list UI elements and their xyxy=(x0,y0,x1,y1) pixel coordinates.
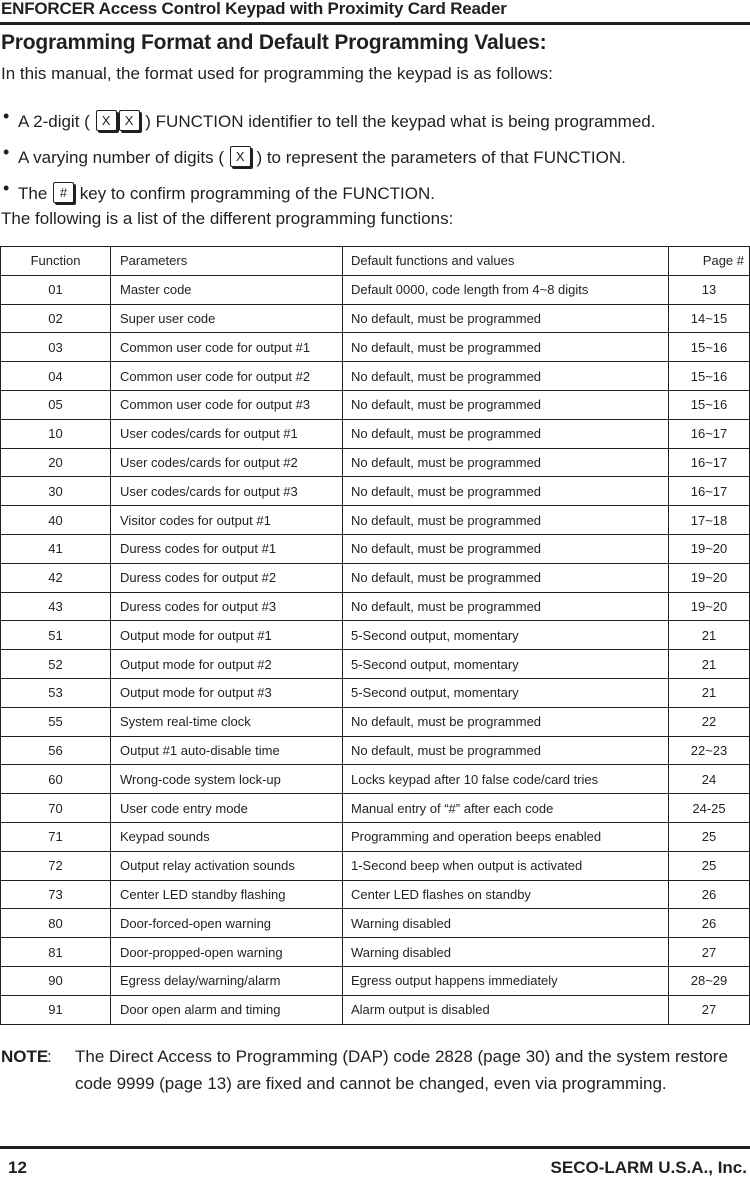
format-bullet-list xyxy=(0,104,655,212)
cell-page: 14~15 xyxy=(669,304,750,333)
cell-function: 56 xyxy=(1,736,111,765)
header-rule xyxy=(0,22,750,25)
cell-parameters: Output relay activation sounds xyxy=(111,851,343,880)
cell-parameters: Master code xyxy=(111,275,343,304)
cell-page: 16~17 xyxy=(669,477,750,506)
cell-parameters: Keypad sounds xyxy=(111,822,343,851)
cell-function: 70 xyxy=(1,794,111,823)
table-row xyxy=(1,707,750,736)
table-row xyxy=(1,506,750,535)
cell-defaults: Manual entry of “#” after each code xyxy=(343,794,669,823)
bullet-text-after: ) FUNCTION identifier to tell the keypad what is being programmed. xyxy=(140,112,656,131)
cell-function: 81 xyxy=(1,938,111,967)
list-intro-paragraph: The following is a list of the different programming functions: xyxy=(1,209,454,228)
cell-page: 15~16 xyxy=(669,362,750,391)
cell-parameters: Output mode for output #2 xyxy=(111,650,343,679)
table-row xyxy=(1,362,750,391)
cell-page: 16~17 xyxy=(669,448,750,477)
keypad-key-icon: X xyxy=(230,146,251,167)
cell-function: 20 xyxy=(1,448,111,477)
cell-page: 25 xyxy=(669,822,750,851)
cell-function: 71 xyxy=(1,822,111,851)
cell-parameters: User code entry mode xyxy=(111,794,343,823)
cell-defaults: 5-Second output, momentary xyxy=(343,621,669,650)
table-row xyxy=(1,880,750,909)
cell-page: 19~20 xyxy=(669,592,750,621)
table-row xyxy=(1,419,750,448)
cell-function: 53 xyxy=(1,678,111,707)
cell-defaults: No default, must be programmed xyxy=(343,448,669,477)
cell-defaults: 5-Second output, momentary xyxy=(343,650,669,679)
cell-defaults: No default, must be programmed xyxy=(343,390,669,419)
intro-paragraph: In this manual, the format used for programming the keypad is as follows: xyxy=(1,64,553,83)
cell-defaults: No default, must be programmed xyxy=(343,707,669,736)
section-title: Programming Format and Default Programming Values: xyxy=(1,31,547,54)
cell-defaults: Warning disabled xyxy=(343,909,669,938)
cell-parameters: Door-propped-open warning xyxy=(111,938,343,967)
keypad-key-icon: X xyxy=(119,110,140,131)
cell-defaults: 1-Second beep when output is activated xyxy=(343,851,669,880)
cell-defaults: No default, must be programmed xyxy=(343,477,669,506)
table-row xyxy=(1,592,750,621)
cell-page: 27 xyxy=(669,995,750,1024)
cell-page: 24-25 xyxy=(669,794,750,823)
cell-page: 13 xyxy=(669,275,750,304)
bullet-item xyxy=(0,104,655,140)
bullet-text-before: The xyxy=(18,184,53,203)
footer-rule xyxy=(0,1146,750,1149)
cell-defaults: Programming and operation beeps enabled xyxy=(343,822,669,851)
cell-parameters: Visitor codes for output #1 xyxy=(111,506,343,535)
cell-page: 15~16 xyxy=(669,390,750,419)
cell-defaults: No default, must be programmed xyxy=(343,563,669,592)
cell-function: 41 xyxy=(1,534,111,563)
table-row xyxy=(1,938,750,967)
cell-page: 17~18 xyxy=(669,506,750,535)
bullet-dot-icon: • xyxy=(3,178,10,198)
table-row xyxy=(1,621,750,650)
cell-page: 21 xyxy=(669,621,750,650)
cell-function: 60 xyxy=(1,765,111,794)
cell-function: 30 xyxy=(1,477,111,506)
programming-functions-table xyxy=(0,246,750,1025)
cell-defaults: No default, must be programmed xyxy=(343,333,669,362)
cell-defaults: Alarm output is disabled xyxy=(343,995,669,1024)
cell-function: 10 xyxy=(1,419,111,448)
column-header-function: Function xyxy=(1,247,111,276)
column-header-defaults: Default functions and values xyxy=(343,247,669,276)
bullet-text-before: A 2-digit ( xyxy=(18,112,95,131)
note-text: The Direct Access to Programming (DAP) code 2828 (page 30) and the system restore code 9999 (page 13) are fixed and cannot be changed, even via programming. xyxy=(75,1047,728,1093)
cell-page: 24 xyxy=(669,765,750,794)
table-row xyxy=(1,822,750,851)
cell-page: 21 xyxy=(669,650,750,679)
page-number: 12 xyxy=(8,1158,27,1177)
table-row xyxy=(1,448,750,477)
cell-parameters: Output mode for output #1 xyxy=(111,621,343,650)
cell-parameters: Egress delay/warning/alarm xyxy=(111,966,343,995)
bullet-text-after: key to confirm programming of the FUNCTION. xyxy=(75,184,435,203)
cell-defaults: No default, must be programmed xyxy=(343,736,669,765)
bullet-item xyxy=(0,176,655,212)
cell-function: 40 xyxy=(1,506,111,535)
table-row xyxy=(1,678,750,707)
cell-parameters: Output mode for output #3 xyxy=(111,678,343,707)
cell-function: 80 xyxy=(1,909,111,938)
bullet-text-after: ) to represent the parameters of that FUNCTION. xyxy=(251,148,626,167)
keypad-key-icon: # xyxy=(53,182,74,203)
company-name: SECO-LARM U.S.A., Inc. xyxy=(550,1158,747,1177)
cell-parameters: Output #1 auto-disable time xyxy=(111,736,343,765)
column-header-page: Page # xyxy=(669,247,750,276)
cell-page: 19~20 xyxy=(669,534,750,563)
cell-parameters: Door-forced-open warning xyxy=(111,909,343,938)
cell-function: 91 xyxy=(1,995,111,1024)
cell-parameters: System real-time clock xyxy=(111,707,343,736)
cell-function: 90 xyxy=(1,966,111,995)
cell-function: 03 xyxy=(1,333,111,362)
cell-page: 19~20 xyxy=(669,563,750,592)
table-row xyxy=(1,995,750,1024)
table-row xyxy=(1,563,750,592)
cell-defaults: No default, must be programmed xyxy=(343,506,669,535)
cell-defaults: Locks keypad after 10 false code/card tries xyxy=(343,765,669,794)
cell-function: 43 xyxy=(1,592,111,621)
cell-parameters: User codes/cards for output #2 xyxy=(111,448,343,477)
table-row xyxy=(1,909,750,938)
cell-parameters: User codes/cards for output #3 xyxy=(111,477,343,506)
cell-function: 42 xyxy=(1,563,111,592)
bullet-dot-icon: • xyxy=(3,106,10,126)
note-colon: : xyxy=(47,1047,52,1066)
table-header-row xyxy=(1,247,750,276)
bullet-text-before: A varying number of digits ( xyxy=(18,148,229,167)
cell-defaults: No default, must be programmed xyxy=(343,419,669,448)
table-row xyxy=(1,304,750,333)
cell-parameters: Center LED standby flashing xyxy=(111,880,343,909)
table-row xyxy=(1,534,750,563)
cell-page: 28~29 xyxy=(669,966,750,995)
cell-function: 02 xyxy=(1,304,111,333)
cell-defaults: Default 0000, code length from 4~8 digits xyxy=(343,275,669,304)
cell-function: 52 xyxy=(1,650,111,679)
cell-function: 01 xyxy=(1,275,111,304)
cell-page: 26 xyxy=(669,909,750,938)
cell-parameters: Super user code xyxy=(111,304,343,333)
cell-defaults: No default, must be programmed xyxy=(343,362,669,391)
cell-function: 55 xyxy=(1,707,111,736)
column-header-parameters: Parameters xyxy=(111,247,343,276)
cell-function: 05 xyxy=(1,390,111,419)
cell-page: 16~17 xyxy=(669,419,750,448)
cell-function: 51 xyxy=(1,621,111,650)
document-header-title: ENFORCER Access Control Keypad with Proximity Card Reader xyxy=(1,0,507,18)
table-row xyxy=(1,333,750,362)
cell-page: 22 xyxy=(669,707,750,736)
table-row xyxy=(1,477,750,506)
cell-parameters: Door open alarm and timing xyxy=(111,995,343,1024)
table-body xyxy=(1,275,750,1024)
bullet-item xyxy=(0,140,655,176)
table-row xyxy=(1,765,750,794)
cell-parameters: Wrong-code system lock-up xyxy=(111,765,343,794)
cell-page: 26 xyxy=(669,880,750,909)
cell-function: 73 xyxy=(1,880,111,909)
cell-function: 72 xyxy=(1,851,111,880)
keypad-key-icon: X xyxy=(96,110,117,131)
cell-defaults: No default, must be programmed xyxy=(343,592,669,621)
cell-parameters: Common user code for output #3 xyxy=(111,390,343,419)
cell-defaults: Warning disabled xyxy=(343,938,669,967)
cell-defaults: No default, must be programmed xyxy=(343,534,669,563)
table-row xyxy=(1,275,750,304)
cell-page: 15~16 xyxy=(669,333,750,362)
cell-defaults: Center LED flashes on standby xyxy=(343,880,669,909)
cell-defaults: Egress output happens immediately xyxy=(343,966,669,995)
cell-function: 04 xyxy=(1,362,111,391)
cell-defaults: No default, must be programmed xyxy=(343,304,669,333)
table-row xyxy=(1,966,750,995)
table-row xyxy=(1,390,750,419)
cell-page: 25 xyxy=(669,851,750,880)
note-label: NOTE xyxy=(1,1047,49,1066)
cell-page: 27 xyxy=(669,938,750,967)
cell-parameters: Common user code for output #1 xyxy=(111,333,343,362)
table-row xyxy=(1,736,750,765)
cell-parameters: Duress codes for output #2 xyxy=(111,563,343,592)
table-row xyxy=(1,650,750,679)
cell-parameters: User codes/cards for output #1 xyxy=(111,419,343,448)
cell-parameters: Duress codes for output #3 xyxy=(111,592,343,621)
cell-page: 21 xyxy=(669,678,750,707)
cell-parameters: Common user code for output #2 xyxy=(111,362,343,391)
cell-page: 22~23 xyxy=(669,736,750,765)
table-row xyxy=(1,794,750,823)
cell-parameters: Duress codes for output #1 xyxy=(111,534,343,563)
bullet-dot-icon: • xyxy=(3,142,10,162)
cell-defaults: 5-Second output, momentary xyxy=(343,678,669,707)
table-row xyxy=(1,851,750,880)
